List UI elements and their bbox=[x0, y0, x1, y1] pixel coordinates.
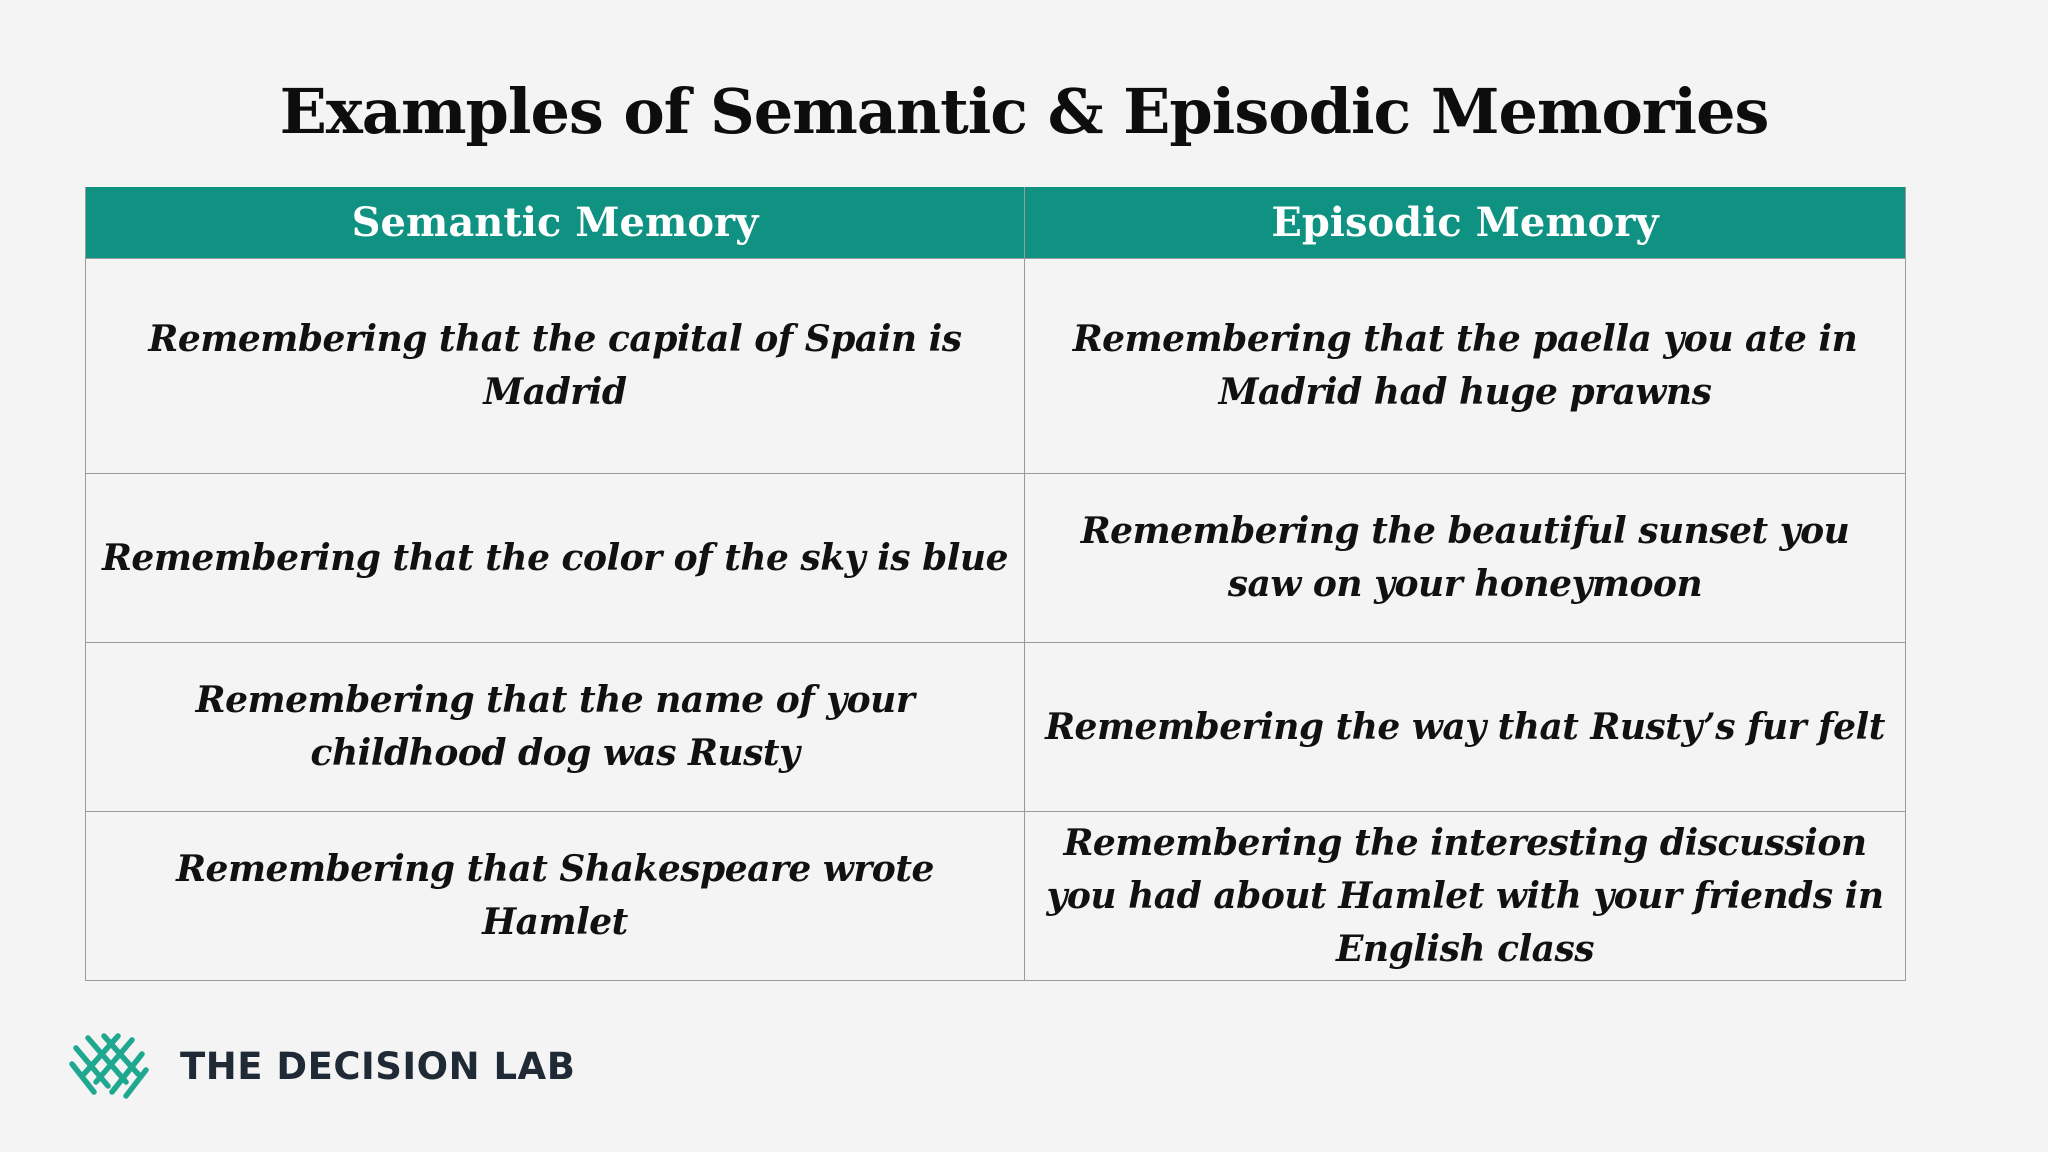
semantic-example-cell: Remembering that the capital of Spain is Madrid bbox=[86, 259, 1025, 474]
page-title: Examples of Semantic & Episodic Memories bbox=[279, 75, 1769, 148]
table-row bbox=[86, 474, 1906, 643]
episodic-example-cell: Remembering the interesting discussion you had about Hamlet with your friends in English class bbox=[1025, 812, 1906, 981]
episodic-example-cell: Remembering the way that Rusty’s fur felt bbox=[1025, 643, 1906, 812]
semantic-example-cell: Remembering that Shakespeare wrote Hamlet bbox=[86, 812, 1025, 981]
semantic-example-cell: Remembering that the color of the sky is blue bbox=[86, 474, 1025, 643]
brand-footer bbox=[68, 1030, 575, 1102]
table-row bbox=[86, 259, 1906, 474]
decision-lab-logo-icon bbox=[68, 1030, 150, 1102]
table-row bbox=[86, 643, 1906, 812]
column-header-semantic: Semantic Memory bbox=[86, 187, 1025, 259]
episodic-example-cell: Remembering the beautiful sunset you saw on your honeymoon bbox=[1025, 474, 1906, 643]
memory-examples-table bbox=[85, 187, 1906, 981]
episodic-example-cell: Remembering that the paella you ate in Madrid had huge prawns bbox=[1025, 259, 1906, 474]
table-row bbox=[86, 812, 1906, 981]
brand-name: THE DECISION LAB bbox=[180, 1044, 576, 1088]
column-header-episodic: Episodic Memory bbox=[1025, 187, 1906, 259]
table-header-row bbox=[86, 187, 1906, 259]
semantic-example-cell: Remembering that the name of your childhood dog was Rusty bbox=[86, 643, 1025, 812]
